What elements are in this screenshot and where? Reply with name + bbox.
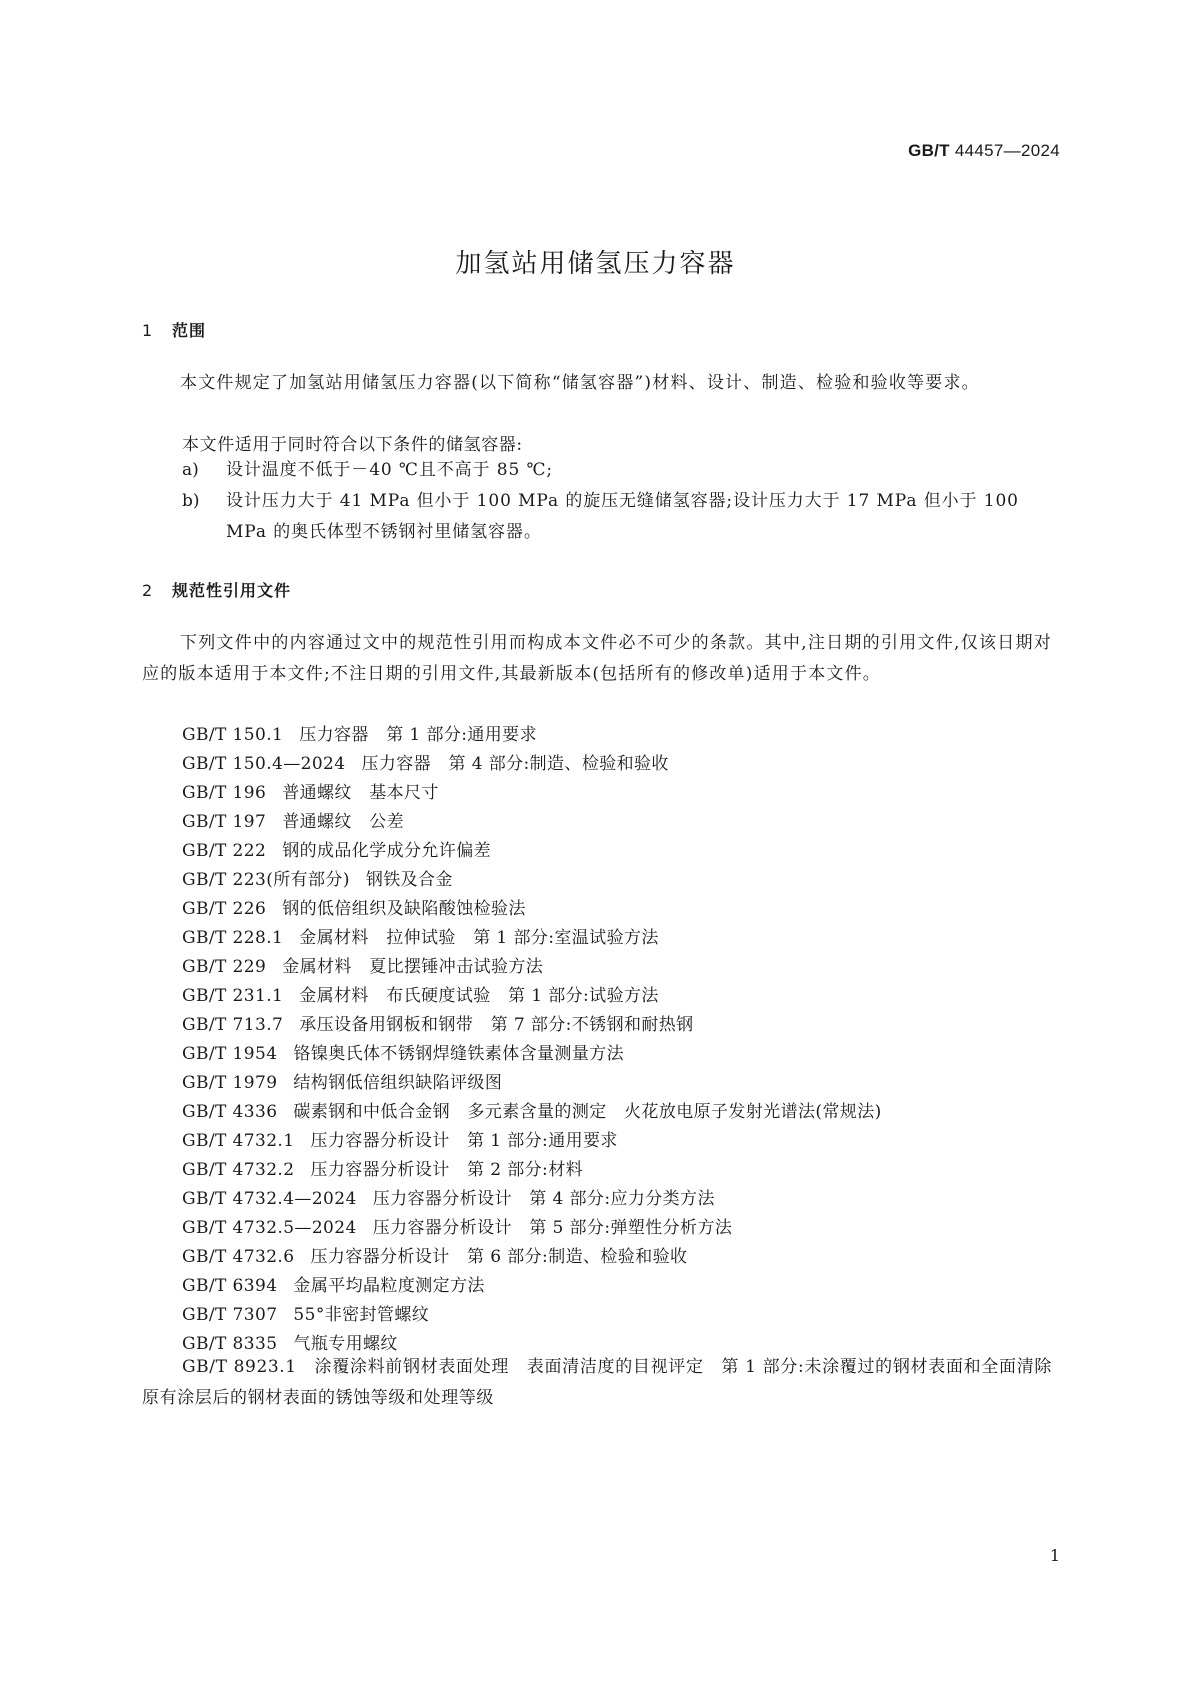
reference-code: GB/T 222 [182, 841, 267, 861]
reference-code: GB/T 8923.1 [182, 1357, 297, 1377]
reference-title: 钢铁及合金 [365, 870, 453, 890]
reference-title: 金属材料 布氏硬度试验 第 1 部分:试验方法 [299, 986, 659, 1006]
reference-item [182, 1097, 882, 1122]
reference-item [182, 749, 669, 774]
reference-item [182, 923, 659, 948]
section-title: 规范性引用文件 [172, 581, 292, 600]
reference-code: GB/T 7307 [182, 1305, 278, 1325]
reference-code: GB/T 231.1 [182, 986, 284, 1006]
reference-item [182, 894, 526, 919]
scope-paragraph: 本文件规定了加氢站用储氢压力容器(以下简称“储氢容器”)材料、设计、制造、检验和验收等要求。 [180, 373, 980, 393]
reference-code: GB/T 228.1 [182, 928, 284, 948]
reference-item [182, 1184, 715, 1209]
section-title: 范围 [172, 321, 207, 340]
reference-code: GB/T 226 [182, 899, 267, 919]
reference-code: GB/T 223(所有部分) [182, 870, 350, 890]
reference-title: 压力容器分析设计 第 2 部分:材料 [310, 1160, 583, 1180]
reference-title: 碳素钢和中低合金钢 多元素含量的测定 火花放电原子发射光谱法(常规法) [293, 1102, 882, 1122]
reference-code: GB/T 4732.6 [182, 1247, 295, 1267]
section-number: 2 [142, 581, 154, 600]
reference-item [182, 1242, 687, 1267]
reference-title: 结构钢低倍组织缺陷评级图 [293, 1073, 503, 1093]
reference-code: GB/T 1979 [182, 1073, 278, 1093]
reference-item [182, 1329, 398, 1354]
list-text: 设计压力大于 41 MPa 但小于 100 MPa 的旋压无缝储氢容器;设计压力大于 17 MPa 但小于 100 MPa 的奥氏体型不锈钢衬里储氢容器。 [226, 491, 1019, 542]
reference-item [182, 807, 404, 832]
reference-title: 承压设备用钢板和钢带 第 7 部分:不锈钢和耐热钢 [299, 1015, 694, 1035]
reference-title: 压力容器分析设计 第 5 部分:弹塑性分析方法 [372, 1218, 733, 1238]
reference-code: GB/T 196 [182, 783, 267, 803]
reference-title: 钢的成品化学成分允许偏差 [282, 841, 492, 861]
reference-item [182, 981, 659, 1006]
standard-number: 44457—2024 [954, 141, 1060, 160]
reference-code: GB/T 150.1 [182, 725, 284, 745]
page-number: 1 [1049, 1546, 1060, 1565]
list-item [182, 455, 1052, 486]
reference-code: GB/T 4732.2 [182, 1160, 295, 1180]
section-1-heading [142, 318, 206, 341]
reference-code: GB/T 713.7 [182, 1015, 284, 1035]
reference-item [182, 952, 543, 977]
reference-item [182, 720, 537, 745]
reference-title: 涂覆涂料前钢材表面处理 表面清洁度的目视评定 第 1 部分:未涂覆过的钢材表面和全面清除原有涂层后的钢材表面的锈蚀等级和处理等级 [142, 1357, 1052, 1408]
reference-title: 压力容器 第 1 部分:通用要求 [299, 725, 537, 745]
reference-title: 钢的低倍组织及缺陷酸蚀检验法 [282, 899, 526, 919]
reference-title: 普通螺纹 基本尺寸 [282, 783, 439, 803]
section-2-heading [142, 578, 291, 601]
document-title: 加氢站用储氢压力容器 [455, 249, 736, 279]
reference-item [182, 1213, 732, 1238]
list-item [182, 486, 1052, 548]
reference-title: 金属材料 拉伸试验 第 1 部分:室温试验方法 [299, 928, 659, 948]
reference-item [182, 836, 491, 861]
reference-code: GB/T 4732.5—2024 [182, 1218, 357, 1238]
reference-item [182, 865, 453, 890]
standard-prefix: GB/T [908, 141, 950, 160]
list-text: 设计温度不低于－40 ℃且不高于 85 ℃; [226, 460, 554, 480]
reference-title: 普通螺纹 公差 [282, 812, 405, 832]
reference-code: GB/T 4336 [182, 1102, 278, 1122]
list-marker: b) [182, 491, 200, 511]
reference-item-wrapped [142, 1352, 1052, 1414]
reference-item [182, 778, 439, 803]
scope-applicability: 本文件适用于同时符合以下条件的储氢容器: [182, 435, 523, 455]
reference-item [182, 1271, 485, 1296]
reference-title: 压力容器分析设计 第 1 部分:通用要求 [310, 1131, 618, 1151]
reference-title: 压力容器分析设计 第 4 部分:应力分类方法 [372, 1189, 715, 1209]
reference-code: GB/T 4732.4—2024 [182, 1189, 357, 1209]
references-intro: 下列文件中的内容通过文中的规范性引用而构成本文件必不可少的条款。其中,注日期的引用文件,仅该日期对应的版本适用于本文件;不注日期的引用文件,其最新版本(包括所有的修改单)适用于本文件。 [142, 633, 1052, 684]
reference-code: GB/T 6394 [182, 1276, 278, 1296]
reference-code: GB/T 229 [182, 957, 267, 977]
reference-title: 气瓶专用螺纹 [293, 1334, 398, 1354]
reference-item [182, 1039, 624, 1064]
standard-code [908, 141, 1060, 161]
reference-code: GB/T 4732.1 [182, 1131, 295, 1151]
reference-title: 压力容器 第 4 部分:制造、检验和验收 [361, 754, 669, 774]
reference-code: GB/T 150.4—2024 [182, 754, 346, 774]
reference-code: GB/T 1954 [182, 1044, 278, 1064]
list-marker: a) [182, 460, 199, 480]
reference-item [182, 1010, 694, 1035]
reference-code: GB/T 197 [182, 812, 267, 832]
reference-title: 55°非密封管螺纹 [293, 1305, 430, 1325]
reference-title: 金属平均晶粒度测定方法 [293, 1276, 485, 1296]
reference-code: GB/T 8335 [182, 1334, 278, 1354]
reference-item [182, 1300, 429, 1325]
section-number: 1 [142, 321, 154, 340]
reference-title: 压力容器分析设计 第 6 部分:制造、检验和验收 [310, 1247, 688, 1267]
reference-title: 铬镍奥氏体不锈钢焊缝铁素体含量测量方法 [293, 1044, 625, 1064]
reference-item [182, 1155, 583, 1180]
reference-item [182, 1068, 502, 1093]
reference-title: 金属材料 夏比摆锤冲击试验方法 [282, 957, 544, 977]
reference-item [182, 1126, 618, 1151]
